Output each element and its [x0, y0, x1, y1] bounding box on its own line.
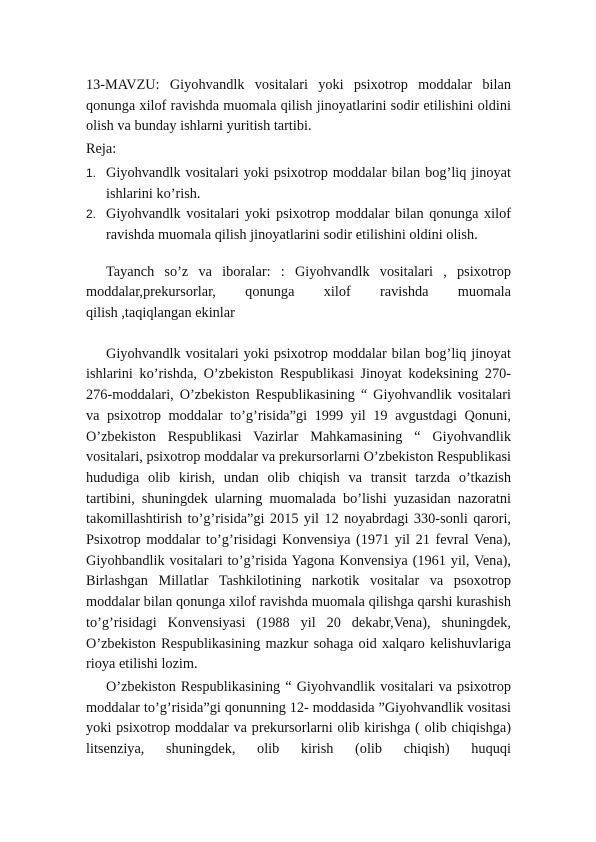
- document-body: [86, 75, 511, 760]
- keywords-line-1: Tayanch so’z va iboralar: : Giyohvandlk vositalari , psixotrop moddalar,prekursorlar, qonunga xilof ravishda muomala: [86, 263, 511, 301]
- plan-label: Reja:: [86, 141, 117, 158]
- keywords-line-2: qilish ,taqiqlangan ekinlar: [86, 305, 235, 322]
- plan-item: [86, 163, 511, 204]
- plan-item-text: Giyohvandlk vositalari yoki psixotrop moddalar bilan bog’liq jinoyat ishlarini ko’rish.: [106, 164, 511, 202]
- body-paragraph-1: Giyohvandlk vositalari yoki psixotrop moddalar bilan bog’liq jinoyat ishlarini ko’rishda, O’zbekiston Respublikasi Jinoyat kodeksining 270-276-moddalari, O’zbekiston Respublikasining “ Giyohvandlik vositalari va psixotrop moddalar to’g’risida”gi 1999 yil 19 avgustdagi Qonuni, O’zbekiston Respublikasi Vazirlar Mahkamasining “ Giyohvandlik vositalari, psixotrop moddalar va prekursorlarni O’zbekiston Respublikasi hududiga olib kirish, undan olib chiqish va transit tarzda o’tkazish tartibini, shuningdek ularning muomalada bo’lishi yuzasidan nazoratni takomillashtirish to’g’risida”gi 2015 yil 12 noyabrdagi 330-sonli qarori, Psixotrop moddalar to’g’risidagi Konvensiya (1971 yil 21 fevral Vena), Giyohbandlik vositalari to’g’risida Yagona Konvensiya (1961 yil, Vena), Birlashgan Millatlar Tashkilotining narkotik vositalar va psoxotrop moddalar bilan qonunga xilof ravishda muomala qilishga qarshi kurashish to’g’risidagi Konvensiyasi (1988 yil 20 dekabr,Vena), shuningdek, O’zbekiston Respublikasining mazkur sohaga oid xalqaro kelishuvlariga rioya etilishi lozim.: [86, 345, 511, 673]
- body-paragraph-2: O’zbekiston Respublikasining “ Giyohvandlik vositalari va psixotrop moddalar to’g’risida”gi qonunning 12- moddasida ”Giyohvandlik vositasi yoki psixotrop moddalar va prekursorlarni olib kirishga ( olib chiqishga) litsenziya, shuningdek, olib kirish (olib chiqish) huquqi: [86, 678, 511, 758]
- plan-item-number: 1.: [86, 165, 97, 180]
- plan-list: [86, 163, 511, 246]
- plan-item-text: Giyohvandlk vositalari yoki psixotrop moddalar bilan qonunga xilof ravishda muomala qilish jinoyatlarini sodir etilishini oldini olish.: [106, 206, 511, 243]
- plan-item: [86, 204, 511, 245]
- topic-title: 13-MAVZU: Giyohvandlk vositalari yoki psixotrop moddalar bilan qonunga xilof ravishda muomala qilish jinoyatlarini sodir etilishini oldini olish va bunday ishlarni yuritish tartibi.: [86, 77, 511, 135]
- plan-item-number: 2.: [86, 207, 97, 222]
